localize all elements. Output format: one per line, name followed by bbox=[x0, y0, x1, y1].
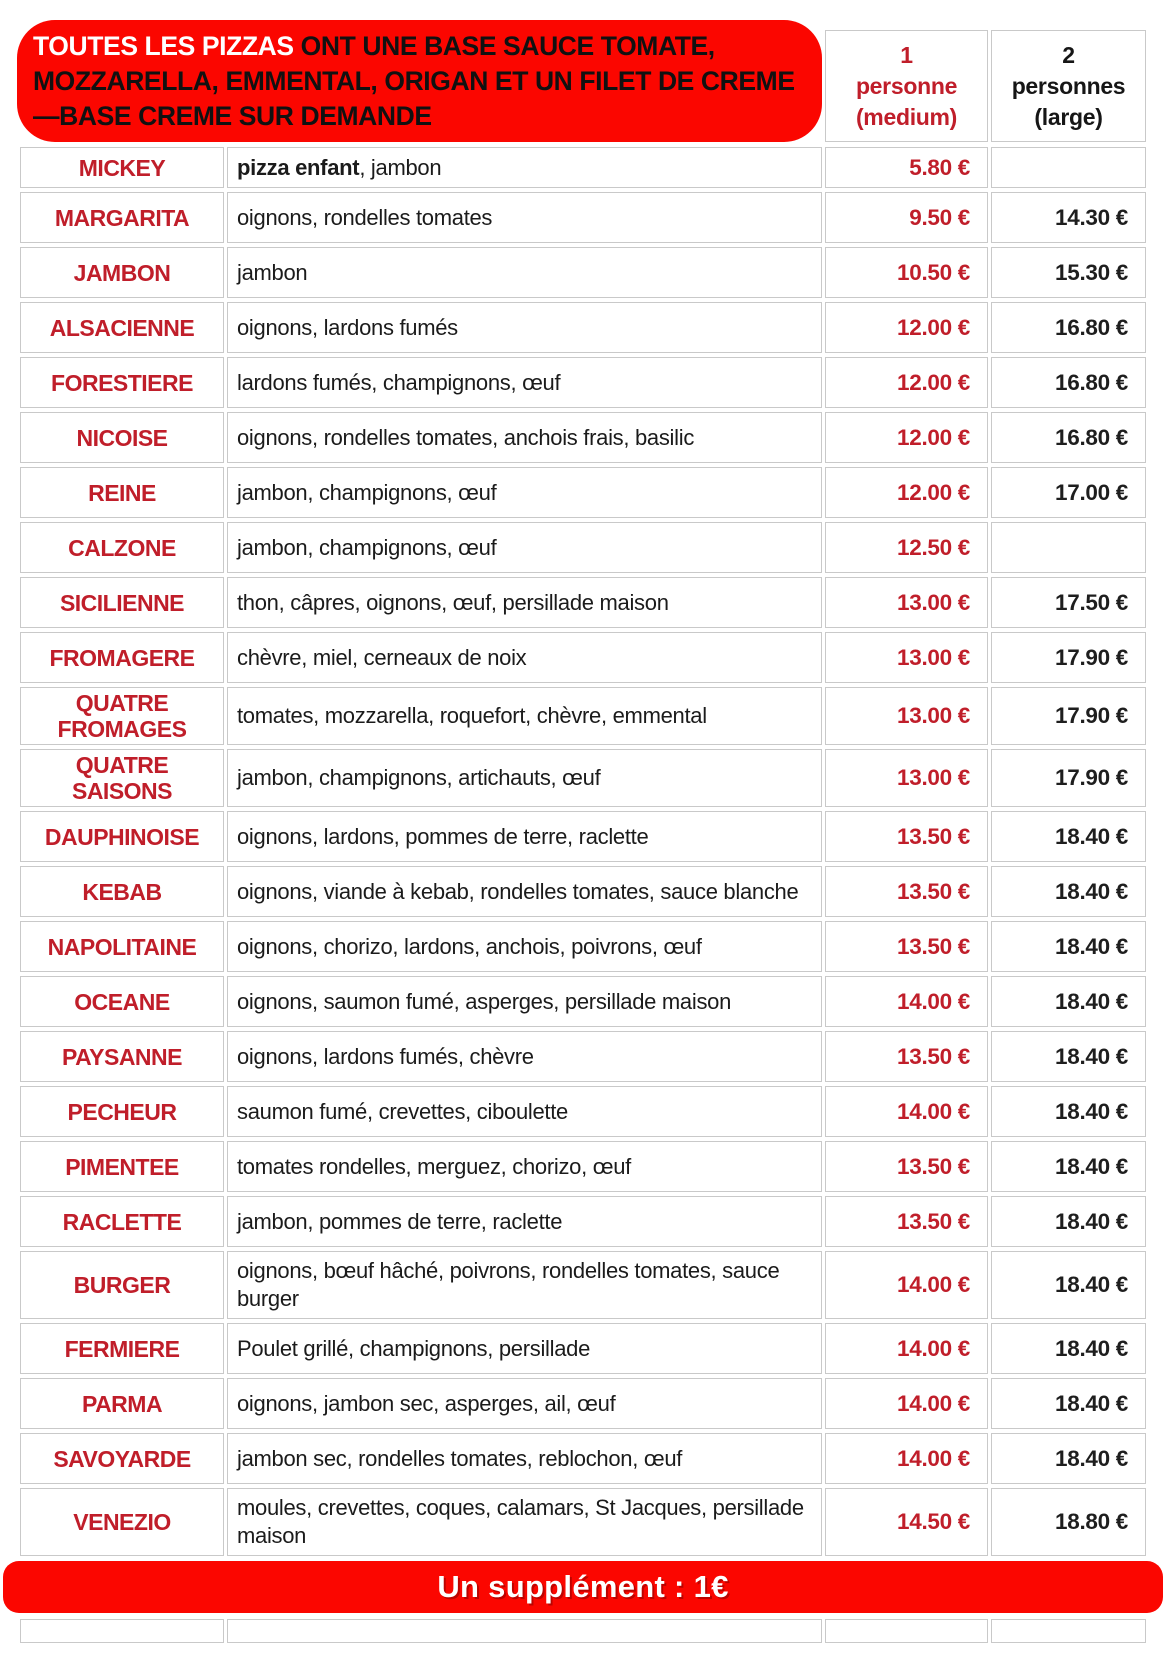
pizza-ingredients bbox=[227, 467, 822, 518]
price-large: 15.30 € bbox=[991, 247, 1146, 298]
price-large: 18.40 € bbox=[991, 1378, 1146, 1429]
pizza-ingredients-text: , jambon bbox=[359, 154, 442, 180]
pizza-name: DAUPHINOISE bbox=[20, 811, 224, 862]
pizza-name: REINE bbox=[20, 467, 224, 518]
pizza-ingredients bbox=[227, 921, 822, 972]
pizza-name: KEBAB bbox=[20, 866, 224, 917]
pizza-ingredients bbox=[227, 1488, 822, 1556]
price-medium: 12.00 € bbox=[825, 302, 988, 353]
menu-page bbox=[20, 20, 1146, 1643]
pizza-name: MICKEY bbox=[20, 147, 224, 188]
pizza-name: PECHEUR bbox=[20, 1086, 224, 1137]
column-header-large-count: 2 bbox=[1062, 41, 1075, 68]
price-medium: 14.00 € bbox=[825, 976, 988, 1027]
price-large: 17.90 € bbox=[991, 687, 1146, 745]
price-large: 17.00 € bbox=[991, 467, 1146, 518]
pizza-ingredients-text: jambon, champignons, artichauts, œuf bbox=[237, 765, 601, 790]
partial-row bbox=[20, 1619, 1146, 1643]
price-large: 18.40 € bbox=[991, 1196, 1146, 1247]
pizza-ingredients-text: thon, câpres, oignons, œuf, persillade maison bbox=[237, 589, 669, 615]
price-medium: 14.00 € bbox=[825, 1378, 988, 1429]
pizza-ingredients-text: oignons, lardons, pommes de terre, raclette bbox=[237, 823, 649, 849]
price-medium: 14.00 € bbox=[825, 1323, 988, 1374]
pizza-ingredients bbox=[227, 1251, 822, 1319]
pizza-ingredients-text: Poulet grillé, champignons, persillade bbox=[237, 1335, 591, 1361]
price-large: 18.40 € bbox=[991, 866, 1146, 917]
pizza-ingredients bbox=[227, 412, 822, 463]
pizza-ingredients bbox=[227, 687, 822, 745]
column-header-large bbox=[991, 30, 1146, 142]
pizza-name: PIMENTEE bbox=[20, 1141, 224, 1192]
price-medium: 12.00 € bbox=[825, 467, 988, 518]
pizza-ingredients bbox=[227, 1323, 822, 1374]
partial-row-cell bbox=[825, 1619, 988, 1643]
pizza-ingredients-text: oignons, bœuf hâché, poivrons, rondelles tomates, sauce burger bbox=[237, 1258, 780, 1311]
pizza-ingredients-text: oignons, jambon sec, asperges, ail, œuf bbox=[237, 1390, 616, 1416]
column-header-medium bbox=[825, 30, 988, 142]
price-medium: 9.50 € bbox=[825, 192, 988, 243]
pizza-ingredients bbox=[227, 1086, 822, 1137]
pizza-ingredients-text: jambon, champignons, œuf bbox=[237, 479, 497, 505]
pizza-ingredients bbox=[227, 1031, 822, 1082]
supplement-text: Un supplément : 1€ bbox=[437, 1569, 729, 1604]
price-large bbox=[991, 522, 1146, 573]
price-large: 18.40 € bbox=[991, 1251, 1146, 1319]
price-medium: 13.50 € bbox=[825, 866, 988, 917]
pizza-name: SAVOYARDE bbox=[20, 1433, 224, 1484]
price-large: 14.30 € bbox=[991, 192, 1146, 243]
price-large: 17.90 € bbox=[991, 749, 1146, 807]
pizza-ingredients bbox=[227, 1378, 822, 1429]
pizza-name: RACLETTE bbox=[20, 1196, 224, 1247]
column-header-large-label: personnes bbox=[1011, 72, 1126, 99]
price-medium: 14.00 € bbox=[825, 1251, 988, 1319]
price-medium: 13.50 € bbox=[825, 1196, 988, 1247]
price-medium: 14.50 € bbox=[825, 1488, 988, 1556]
price-large: 16.80 € bbox=[991, 412, 1146, 463]
base-notice-body: ONT UNE BASE SAUCE TOMATE, MOZZARELLA, EMMENTAL, ORIGAN ET UN FILET DE CREME—BASE CREME SUR DEMANDE bbox=[33, 30, 795, 131]
pizza-ingredients-text: lardons fumés, champignons, œuf bbox=[237, 369, 561, 395]
pizza-ingredients bbox=[227, 811, 822, 862]
price-medium: 13.00 € bbox=[825, 577, 988, 628]
pizza-name: BURGER bbox=[20, 1251, 224, 1319]
price-large: 18.40 € bbox=[991, 1141, 1146, 1192]
pizza-name: OCEANE bbox=[20, 976, 224, 1027]
price-medium: 14.00 € bbox=[825, 1433, 988, 1484]
price-large: 18.40 € bbox=[991, 1323, 1146, 1374]
pizza-name: FORESTIERE bbox=[20, 357, 224, 408]
price-large bbox=[991, 147, 1146, 188]
pizza-ingredients-text: jambon, champignons, œuf bbox=[237, 534, 497, 560]
price-large: 16.80 € bbox=[991, 357, 1146, 408]
pizza-ingredients-text: saumon fumé, crevettes, ciboulette bbox=[237, 1098, 568, 1124]
supplement-banner bbox=[3, 1561, 1163, 1613]
partial-row-cell bbox=[227, 1619, 822, 1643]
pizza-ingredients-text: oignons, rondelles tomates, anchois frais, basilic bbox=[237, 424, 695, 450]
price-large: 18.40 € bbox=[991, 921, 1146, 972]
pizza-ingredients-text: oignons, lardons fumés, chèvre bbox=[237, 1043, 534, 1069]
pizza-name: PARMA bbox=[20, 1378, 224, 1429]
price-large: 18.40 € bbox=[991, 811, 1146, 862]
partial-row-cell bbox=[991, 1619, 1146, 1643]
price-medium: 14.00 € bbox=[825, 1086, 988, 1137]
pizza-ingredients bbox=[227, 1141, 822, 1192]
menu-header bbox=[20, 20, 1146, 142]
pizza-name: QUATRE SAISONS bbox=[20, 749, 224, 807]
pizza-ingredients bbox=[227, 1196, 822, 1247]
price-medium: 13.00 € bbox=[825, 632, 988, 683]
pizza-name: FERMIERE bbox=[20, 1323, 224, 1374]
pizza-ingredients-text: oignons, lardons fumés bbox=[237, 314, 458, 340]
pizza-ingredients bbox=[227, 247, 822, 298]
price-medium: 13.50 € bbox=[825, 921, 988, 972]
pizza-ingredients-bold: pizza enfant bbox=[237, 154, 360, 180]
pizza-ingredients-text: oignons, saumon fumé, asperges, persillade maison bbox=[237, 988, 732, 1014]
column-header-medium-label: personne bbox=[855, 72, 958, 99]
price-large: 18.40 € bbox=[991, 976, 1146, 1027]
price-medium: 10.50 € bbox=[825, 247, 988, 298]
base-notice-text bbox=[33, 29, 810, 134]
pizza-ingredients-text: tomates, mozzarella, roquefort, chèvre, emmental bbox=[237, 703, 707, 728]
pizza-ingredients bbox=[227, 632, 822, 683]
price-large: 18.80 € bbox=[991, 1488, 1146, 1556]
pizza-name: SICILIENNE bbox=[20, 577, 224, 628]
column-header-medium-size: (medium) bbox=[855, 103, 958, 130]
price-large: 18.40 € bbox=[991, 1433, 1146, 1484]
base-notice-highlight: TOUTES LES PIZZAS bbox=[33, 30, 301, 61]
pizza-name: FROMAGERE bbox=[20, 632, 224, 683]
pizza-ingredients bbox=[227, 1433, 822, 1484]
pizza-name: PAYSANNE bbox=[20, 1031, 224, 1082]
price-large: 16.80 € bbox=[991, 302, 1146, 353]
pizza-table bbox=[20, 147, 1146, 1556]
pizza-ingredients bbox=[227, 522, 822, 573]
pizza-name: VENEZIO bbox=[20, 1488, 224, 1556]
pizza-ingredients-text: jambon bbox=[237, 259, 308, 285]
pizza-ingredients-text: tomates rondelles, merguez, chorizo, œuf bbox=[237, 1153, 631, 1179]
price-medium: 12.50 € bbox=[825, 522, 988, 573]
pizza-ingredients bbox=[227, 577, 822, 628]
price-large: 18.40 € bbox=[991, 1086, 1146, 1137]
price-medium: 13.50 € bbox=[825, 1141, 988, 1192]
price-medium: 13.00 € bbox=[825, 687, 988, 745]
price-large: 18.40 € bbox=[991, 1031, 1146, 1082]
pizza-ingredients bbox=[227, 147, 822, 188]
price-medium: 13.50 € bbox=[825, 1031, 988, 1082]
pizza-ingredients bbox=[227, 357, 822, 408]
pizza-name: NAPOLITAINE bbox=[20, 921, 224, 972]
pizza-ingredients-text: jambon sec, rondelles tomates, reblochon, œuf bbox=[237, 1445, 683, 1471]
pizza-name: JAMBON bbox=[20, 247, 224, 298]
price-medium: 12.00 € bbox=[825, 412, 988, 463]
pizza-name: ALSACIENNE bbox=[20, 302, 224, 353]
price-large: 17.90 € bbox=[991, 632, 1146, 683]
column-header-large-size: (large) bbox=[1034, 103, 1103, 130]
pizza-ingredients-text: oignons, viande à kebab, rondelles tomates, sauce blanche bbox=[237, 878, 799, 904]
pizza-name: NICOISE bbox=[20, 412, 224, 463]
pizza-name: MARGARITA bbox=[20, 192, 224, 243]
pizza-ingredients bbox=[227, 302, 822, 353]
pizza-ingredients-text: oignons, rondelles tomates bbox=[237, 204, 493, 230]
pizza-name: CALZONE bbox=[20, 522, 224, 573]
pizza-ingredients bbox=[227, 749, 822, 807]
base-notice-banner bbox=[17, 20, 822, 142]
price-medium: 5.80 € bbox=[825, 147, 988, 188]
price-medium: 13.00 € bbox=[825, 749, 988, 807]
pizza-ingredients bbox=[227, 192, 822, 243]
pizza-ingredients bbox=[227, 866, 822, 917]
column-header-medium-count: 1 bbox=[900, 41, 913, 68]
pizza-ingredients-text: moules, crevettes, coques, calamars, St Jacques, persillade maison bbox=[237, 1495, 804, 1548]
price-large: 17.50 € bbox=[991, 577, 1146, 628]
pizza-name: QUATRE FROMAGES bbox=[20, 687, 224, 745]
pizza-ingredients-text: chèvre, miel, cerneaux de noix bbox=[237, 644, 527, 670]
pizza-ingredients-text: oignons, chorizo, lardons, anchois, poivrons, œuf bbox=[237, 933, 702, 959]
price-medium: 12.00 € bbox=[825, 357, 988, 408]
pizza-ingredients bbox=[227, 976, 822, 1027]
price-medium: 13.50 € bbox=[825, 811, 988, 862]
pizza-ingredients-text: jambon, pommes de terre, raclette bbox=[237, 1208, 563, 1234]
partial-row-cell bbox=[20, 1619, 224, 1643]
